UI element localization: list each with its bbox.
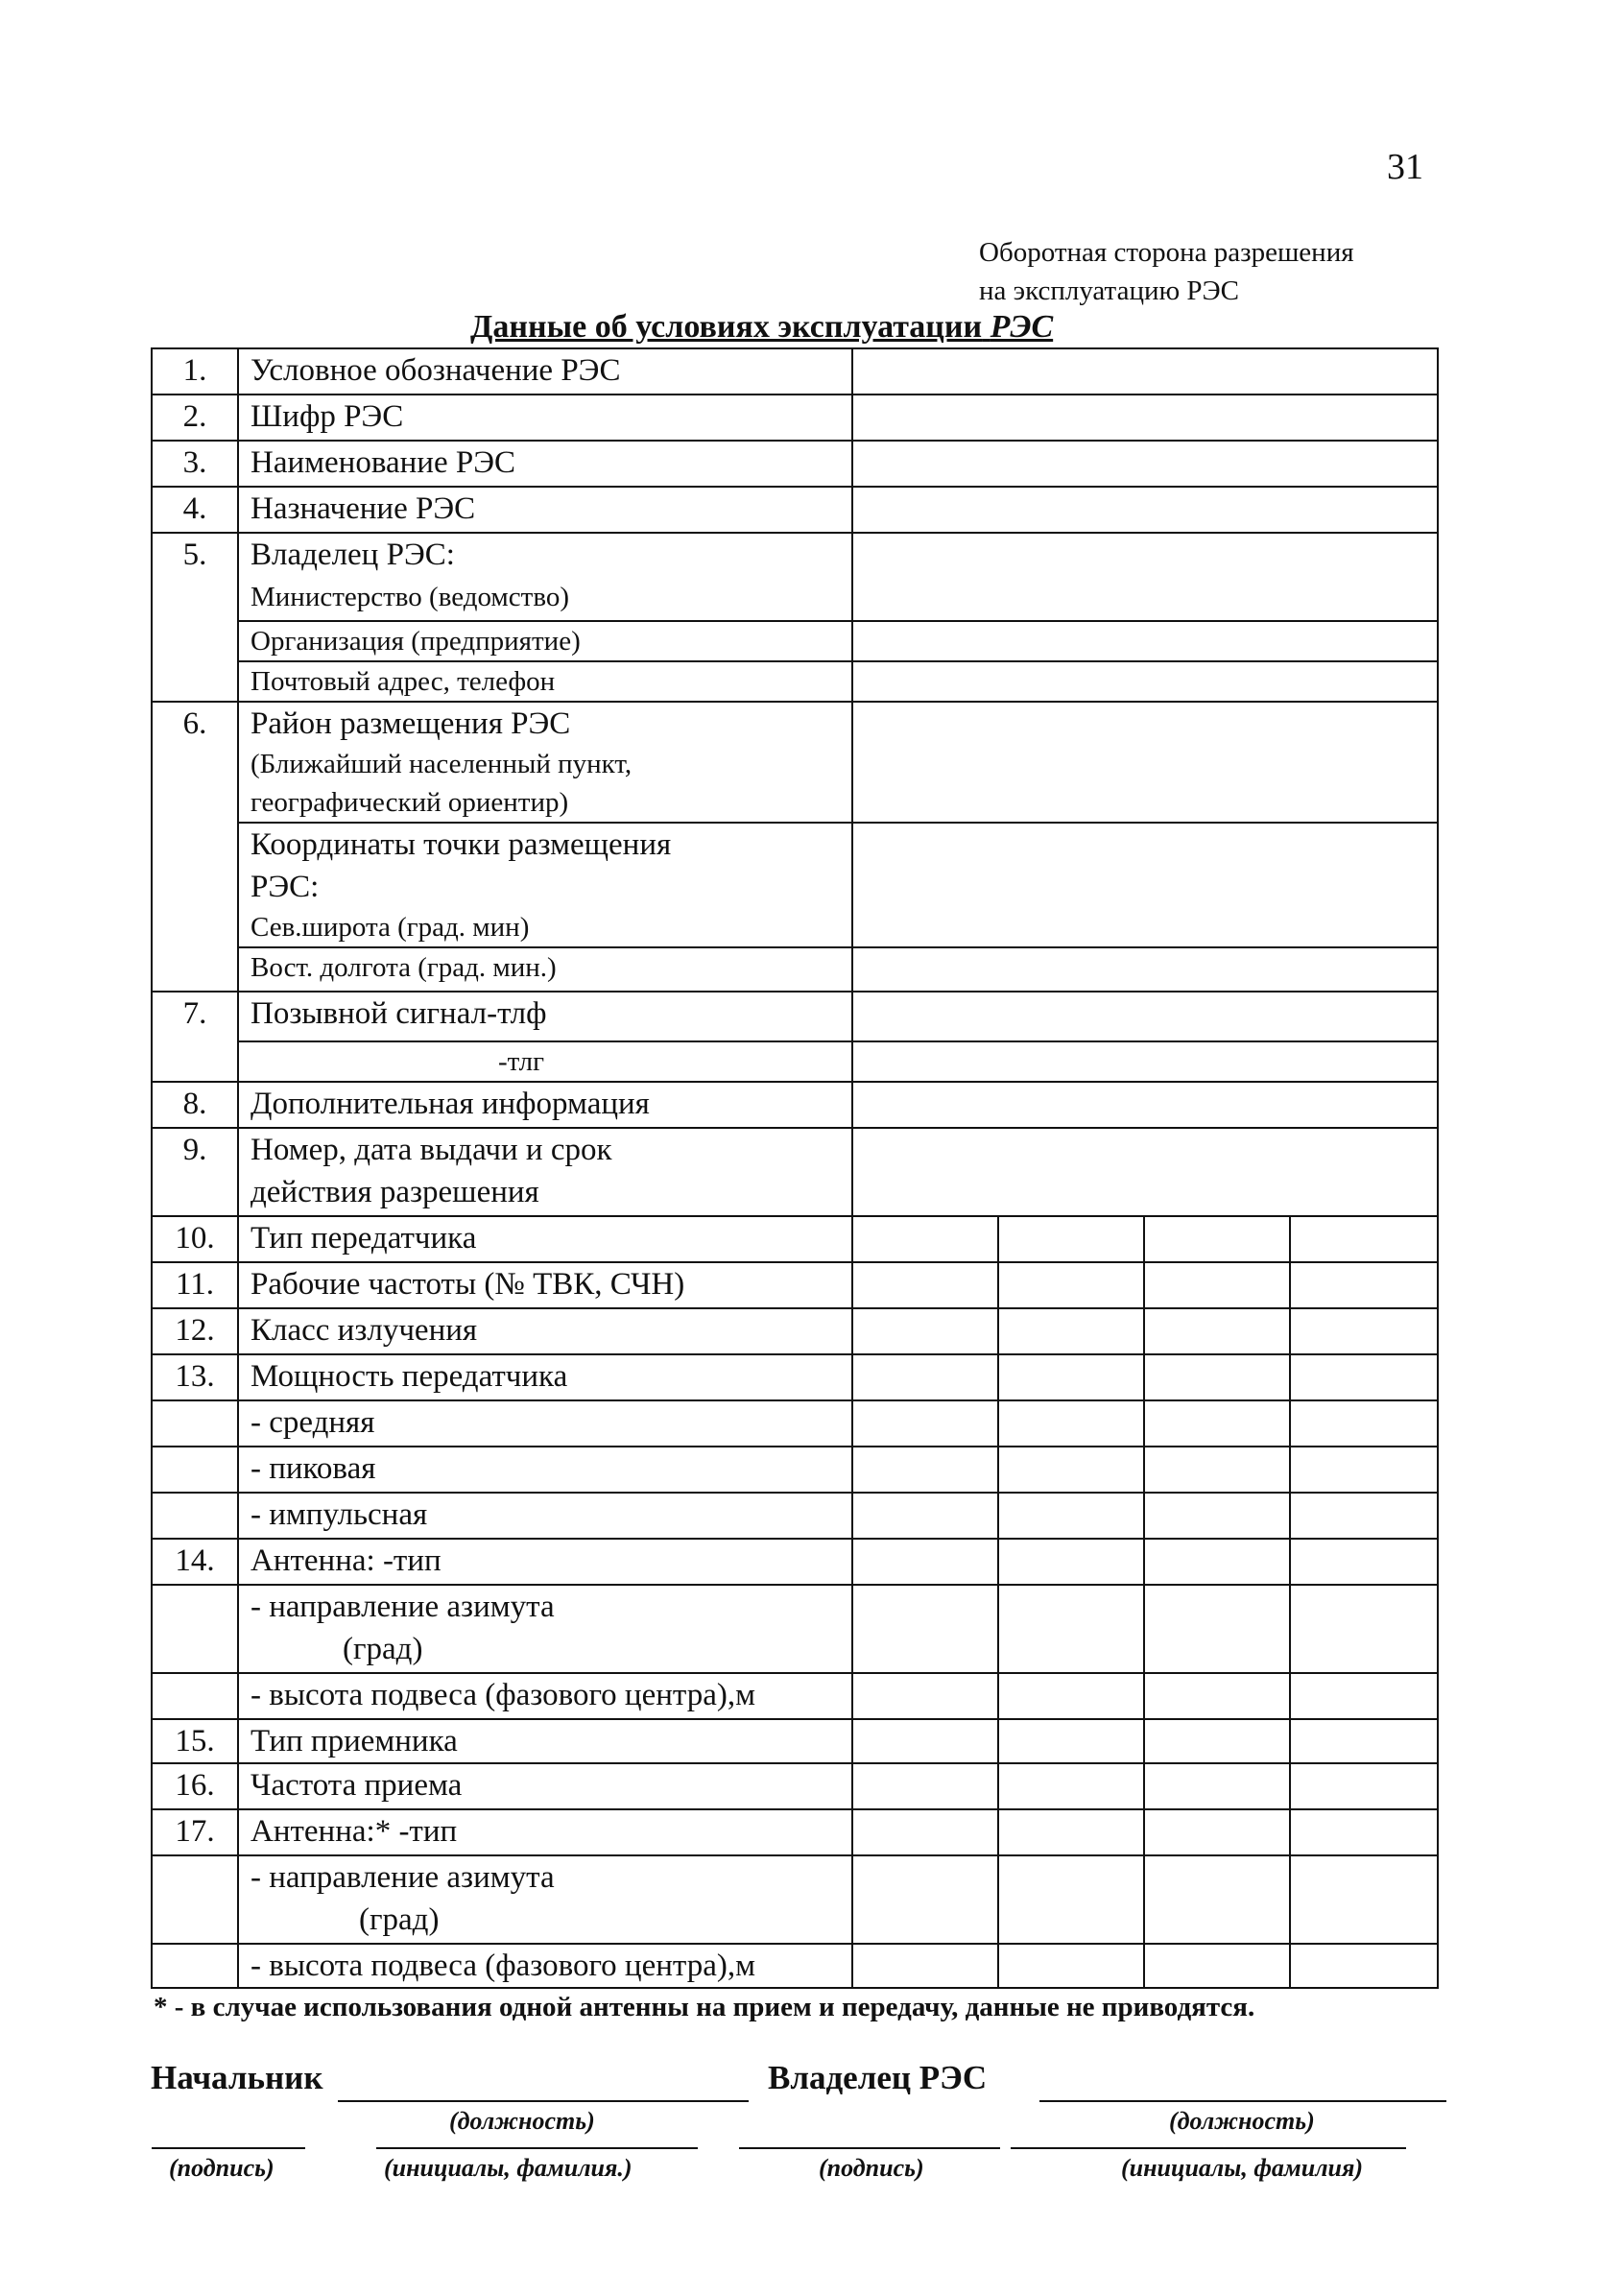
owner-initials-caption: (инициалы, фамилия) <box>1121 2154 1364 2182</box>
table-row <box>152 1262 1438 1308</box>
value-cell[interactable] <box>1144 1539 1290 1585</box>
value-cell[interactable] <box>852 1082 1438 1128</box>
value-cell[interactable] <box>1290 1400 1438 1447</box>
value-cell[interactable] <box>998 1719 1144 1763</box>
power-pulse-label: - импульсная <box>238 1493 852 1539</box>
row-label: Мощность передатчика <box>238 1354 852 1400</box>
table-row <box>152 661 1438 702</box>
value-cell[interactable] <box>1144 1400 1290 1447</box>
row-number: 9. <box>152 1128 238 1216</box>
value-cell[interactable] <box>1144 1585 1290 1673</box>
owner-position-line[interactable] <box>1039 2100 1446 2102</box>
value-cell[interactable] <box>998 1585 1144 1673</box>
row-number-empty <box>152 1400 238 1447</box>
azimuth-line1: - направление азимута <box>251 1860 555 1895</box>
value-cell[interactable] <box>1144 1216 1290 1262</box>
value-cell[interactable] <box>1144 1673 1290 1719</box>
title-main: Данные об условиях эксплуатации <box>470 309 983 345</box>
coordinates-label <box>238 823 852 947</box>
table-row <box>152 1809 1438 1855</box>
row-number-empty <box>152 1585 238 1673</box>
row-label <box>238 533 852 621</box>
row-label: Тип передатчика <box>238 1216 852 1262</box>
owner-initials-line[interactable] <box>1011 2147 1406 2149</box>
table-row <box>152 1719 1438 1763</box>
header-note-line1: Оборотная сторона разрешения <box>979 237 1354 268</box>
value-cell[interactable] <box>1144 1447 1290 1493</box>
value-cell[interactable] <box>852 1539 998 1585</box>
value-cell[interactable] <box>998 1944 1144 1988</box>
row-number: 14. <box>152 1539 238 1585</box>
chief-signature-line[interactable] <box>152 2147 305 2149</box>
location-label: Район размещения РЭС <box>251 706 571 741</box>
value-cell[interactable] <box>852 1262 998 1308</box>
value-cell[interactable] <box>1144 1262 1290 1308</box>
table-row <box>152 1082 1438 1128</box>
value-cell[interactable] <box>852 1041 1438 1082</box>
value-cell[interactable] <box>852 621 1438 661</box>
value-cell[interactable] <box>852 947 1438 992</box>
owner-position-caption: (должность) <box>1169 2107 1315 2135</box>
permit-label-line2: действия разрешения <box>251 1175 539 1209</box>
row-number: 5. <box>152 533 238 702</box>
longitude-label: Вост. долгота (град. мин.) <box>238 947 852 992</box>
row-number: 10. <box>152 1216 238 1262</box>
table-row <box>152 947 1438 992</box>
postal-address-label: Почтовый адрес, телефон <box>238 661 852 702</box>
value-cell[interactable] <box>1144 1763 1290 1809</box>
value-cell[interactable] <box>1290 1944 1438 1988</box>
row-label: Частота приема <box>238 1763 852 1809</box>
value-cell[interactable] <box>1290 1763 1438 1809</box>
table-row <box>152 1673 1438 1719</box>
table-row <box>152 1855 1438 1944</box>
row-label: Дополнительная информация <box>238 1082 852 1128</box>
row-number-empty <box>152 1673 238 1719</box>
row-number: 4. <box>152 487 238 533</box>
row-number: 3. <box>152 441 238 487</box>
value-cell[interactable] <box>1144 1944 1290 1988</box>
chief-position-line[interactable] <box>338 2100 749 2102</box>
chief-initials-caption: (инициалы, фамилия.) <box>384 2154 632 2182</box>
chief-initials-line[interactable] <box>376 2147 698 2149</box>
value-cell[interactable] <box>852 1400 998 1447</box>
row-label: Тип приемника <box>238 1719 852 1763</box>
row-number-empty <box>152 1447 238 1493</box>
telegraph-label: -тлг <box>238 1041 852 1082</box>
value-cell[interactable] <box>1290 1539 1438 1585</box>
row-label: Назначение РЭС <box>238 487 852 533</box>
table-row <box>152 1493 1438 1539</box>
row-label: Рабочие частоты (№ ТВК, СЧН) <box>238 1262 852 1308</box>
row-number: 6. <box>152 702 238 992</box>
table-row <box>152 1447 1438 1493</box>
table-row <box>152 1216 1438 1262</box>
value-cell[interactable] <box>852 1447 998 1493</box>
row-label: Позывной сигнал-тлф <box>238 992 852 1041</box>
value-cell[interactable] <box>852 487 1438 533</box>
row-number: 16. <box>152 1763 238 1809</box>
table-row <box>152 1041 1438 1082</box>
chief-label: Начальник <box>151 2059 323 2096</box>
row-label <box>238 1128 852 1216</box>
table-row <box>152 395 1438 441</box>
value-cell[interactable] <box>1290 1447 1438 1493</box>
value-cell[interactable] <box>1144 1719 1290 1763</box>
value-cell[interactable] <box>998 1216 1144 1262</box>
row-number-empty <box>152 1944 238 1988</box>
value-cell[interactable] <box>852 661 1438 702</box>
value-cell[interactable] <box>852 702 1438 823</box>
value-cell[interactable] <box>998 1308 1144 1354</box>
value-cell[interactable] <box>852 1855 998 1944</box>
chief-signature-caption: (подпись) <box>169 2154 274 2182</box>
row-number: 17. <box>152 1809 238 1855</box>
value-cell[interactable] <box>1290 1354 1438 1400</box>
owner-label: Владелец РЭС: <box>251 538 455 572</box>
coordinates-line1: Координаты точки размещения <box>251 827 672 862</box>
value-cell[interactable] <box>852 441 1438 487</box>
location-sub2: географический ориентир) <box>251 787 569 818</box>
value-cell[interactable] <box>1144 1855 1290 1944</box>
azimuth-line1: - направление азимута <box>251 1590 555 1624</box>
power-average-label: - средняя <box>238 1400 852 1447</box>
table-row <box>152 621 1438 661</box>
owner-label: Владелец РЭС <box>768 2059 988 2096</box>
table-row <box>152 1308 1438 1354</box>
value-cell[interactable] <box>1144 1354 1290 1400</box>
value-cell[interactable] <box>1290 1493 1438 1539</box>
row-number-empty <box>152 1493 238 1539</box>
value-cell[interactable] <box>852 348 1438 395</box>
value-cell[interactable] <box>998 1673 1144 1719</box>
value-cell[interactable] <box>998 1493 1144 1539</box>
row-number-empty <box>152 1855 238 1944</box>
table-row <box>152 1763 1438 1809</box>
azimuth-label <box>238 1585 852 1673</box>
value-cell[interactable] <box>1144 1493 1290 1539</box>
row-number: 13. <box>152 1354 238 1400</box>
azimuth-line2: (град) <box>343 1632 423 1666</box>
row-label <box>238 702 852 823</box>
table-row <box>152 823 1438 947</box>
row-label: Антенна: -тип <box>238 1539 852 1585</box>
row-label: Класс излучения <box>238 1308 852 1354</box>
value-cell[interactable] <box>852 1308 998 1354</box>
value-cell[interactable] <box>998 1763 1144 1809</box>
footnote: * - в случае использования одной антенны на прием и передачу, данные не приводятся. <box>154 1992 1255 2022</box>
value-cell[interactable] <box>852 1809 998 1855</box>
coordinates-line2: РЭС: <box>251 870 320 904</box>
owner-signature-line[interactable] <box>739 2147 1000 2149</box>
value-cell[interactable] <box>998 1447 1144 1493</box>
page-number: 31 <box>1387 147 1423 187</box>
table-row <box>152 1354 1438 1400</box>
value-cell[interactable] <box>852 533 1438 621</box>
row-label: Условное обозначение РЭС <box>238 348 852 395</box>
location-sub1: (Ближайший населенный пункт, <box>251 749 632 779</box>
document-title <box>470 309 1053 346</box>
value-cell[interactable] <box>1290 1673 1438 1719</box>
header-note <box>979 233 1354 310</box>
value-cell[interactable] <box>998 1262 1144 1308</box>
value-cell[interactable] <box>852 992 1438 1041</box>
value-cell[interactable] <box>852 1673 998 1719</box>
value-cell[interactable] <box>852 1944 998 1988</box>
table-row <box>152 1585 1438 1673</box>
organization-label: Организация (предприятие) <box>238 621 852 661</box>
value-cell[interactable] <box>852 1763 998 1809</box>
table-row <box>152 441 1438 487</box>
value-cell[interactable] <box>998 1809 1144 1855</box>
row-number: 7. <box>152 992 238 1082</box>
latitude-label: Сев.широта (град. мин) <box>251 912 530 943</box>
value-cell[interactable] <box>852 1128 1438 1216</box>
table-row <box>152 1944 1438 1988</box>
value-cell[interactable] <box>1290 1216 1438 1262</box>
value-cell[interactable] <box>1290 1809 1438 1855</box>
owner-signature-caption: (подпись) <box>819 2154 924 2182</box>
table-row <box>152 487 1438 533</box>
table-row <box>152 348 1438 395</box>
value-cell[interactable] <box>852 1585 998 1673</box>
value-cell[interactable] <box>852 1354 998 1400</box>
value-cell[interactable] <box>1290 1855 1438 1944</box>
ministry-label: Министерство (ведомство) <box>251 582 569 612</box>
value-cell[interactable] <box>852 1719 998 1763</box>
table-row <box>152 702 1438 823</box>
table-row <box>152 1400 1438 1447</box>
value-cell[interactable] <box>852 823 1438 947</box>
header-note-line2: на эксплуатацию РЭС <box>979 275 1240 306</box>
value-cell[interactable] <box>1290 1719 1438 1763</box>
value-cell[interactable] <box>1290 1308 1438 1354</box>
value-cell[interactable] <box>1144 1308 1290 1354</box>
value-cell[interactable] <box>998 1855 1144 1944</box>
row-number: 1. <box>152 348 238 395</box>
value-cell[interactable] <box>998 1400 1144 1447</box>
value-cell[interactable] <box>852 1216 998 1262</box>
row-number: 2. <box>152 395 238 441</box>
value-cell[interactable] <box>998 1539 1144 1585</box>
height-label: - высота подвеса (фазового центра),м <box>238 1673 852 1719</box>
azimuth-label <box>238 1855 852 1944</box>
table-row <box>152 992 1438 1041</box>
table-row <box>152 1539 1438 1585</box>
height-label: - высота подвеса (фазового центра),м <box>238 1944 852 1988</box>
title-italic: РЭС <box>990 309 1054 345</box>
table-row <box>152 1128 1438 1216</box>
value-cell[interactable] <box>998 1354 1144 1400</box>
row-number: 15. <box>152 1719 238 1763</box>
value-cell[interactable] <box>852 395 1438 441</box>
row-number: 12. <box>152 1308 238 1354</box>
row-number: 8. <box>152 1082 238 1128</box>
value-cell[interactable] <box>852 1493 998 1539</box>
row-label: Антенна:* -тип <box>238 1809 852 1855</box>
value-cell[interactable] <box>1290 1262 1438 1308</box>
table-row <box>152 533 1438 621</box>
row-label: Наименование РЭС <box>238 441 852 487</box>
row-number: 11. <box>152 1262 238 1308</box>
row-label: Шифр РЭС <box>238 395 852 441</box>
power-peak-label: - пиковая <box>238 1447 852 1493</box>
value-cell[interactable] <box>1290 1585 1438 1673</box>
conditions-table <box>151 347 1439 1989</box>
value-cell[interactable] <box>1144 1809 1290 1855</box>
azimuth-line2: (град) <box>359 1902 440 1937</box>
permit-label-line1: Номер, дата выдачи и срок <box>251 1133 612 1167</box>
chief-position-caption: (должность) <box>449 2107 595 2135</box>
